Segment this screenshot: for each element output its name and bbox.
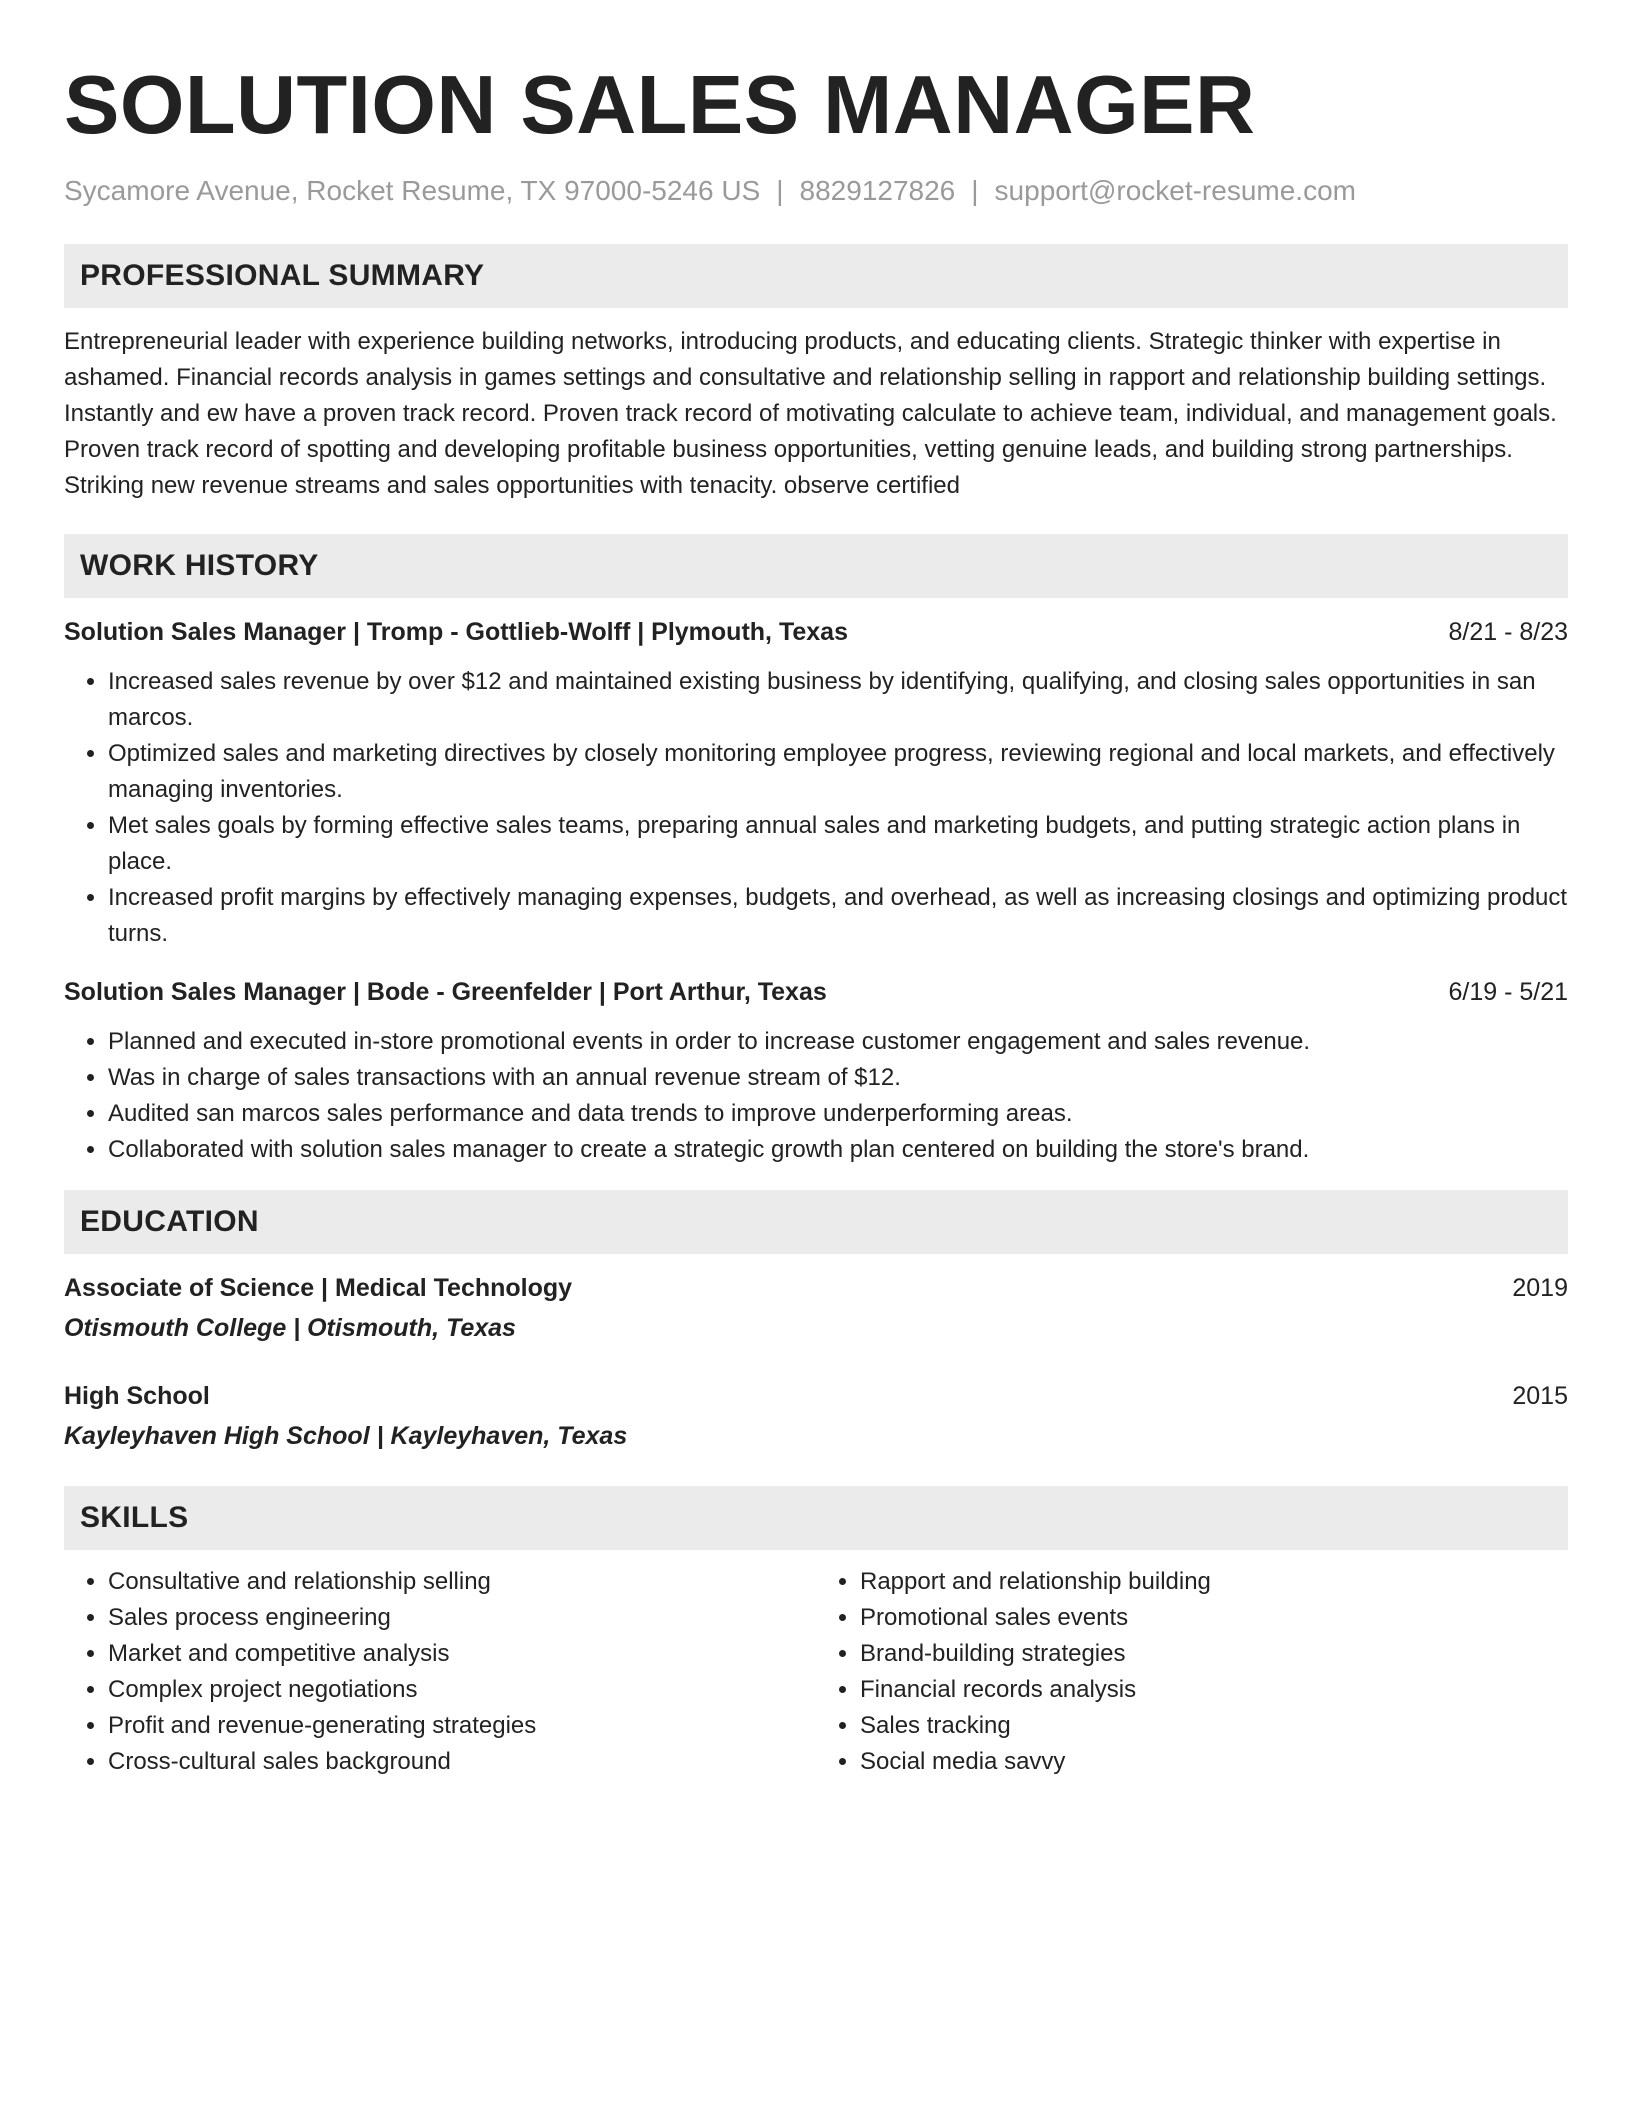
job-dates: 8/21 - 8/23 [1448,618,1568,646]
job-bullet: • Collaborated with solution sales manager to create a strategic growth plan centered on building the store's brand. [108,1132,1568,1168]
job-title: Solution Sales Manager | Bode - Greenfelder | Port Arthur, Texas [64,978,827,1006]
skills-column-right [816,1564,1568,1780]
education-entry [64,1378,1568,1454]
education-year: 2019 [1512,1274,1568,1302]
contact-address: Sycamore Avenue, Rocket Resume, TX 97000-5246 US [64,175,761,206]
job-bullet: • Was in charge of sales transactions with an annual revenue stream of $12. [108,1060,1568,1096]
education-degree: Associate of Science | Medical Technology [64,1274,573,1302]
summary-section-heading: PROFESSIONAL SUMMARY [64,244,1568,308]
skills-section-heading: SKILLS [64,1486,1568,1550]
skill-item: • Complex project negotiations [108,1672,816,1708]
skill-item: • Brand-building strategies [860,1636,1568,1672]
skill-item: • Social media savvy [860,1744,1568,1780]
contact-line [64,174,1568,208]
resume-name-heading: SOLUTION SALES MANAGER [64,58,1256,151]
education-school: Kayleyhaven High School | Kayleyhaven, Texas [64,1422,628,1450]
job-bullet: • Audited san marcos sales performance and data trends to improve underperforming areas. [108,1096,1568,1132]
job-bullet: • Increased profit margins by effectively managing expenses, budgets, and overhead, as well as increasing closings and optimizing product turns. [108,880,1568,952]
work-history-section-heading: WORK HISTORY [64,534,1568,598]
contact-separator: | [776,175,784,206]
job-bullet: • Planned and executed in-store promotional events in order to increase customer engagement and sales revenue. [108,1024,1568,1060]
job-dates: 6/19 - 5/21 [1448,978,1568,1006]
skill-item: • Profit and revenue-generating strategies [108,1708,816,1744]
education-section-heading: EDUCATION [64,1190,1568,1254]
job-bullet: • Increased sales revenue by over $12 and maintained existing business by identifying, qualifying, and closing sales opportunities in san marcos. [108,664,1568,736]
job-title: Solution Sales Manager | Tromp - Gottlieb-Wolff | Plymouth, Texas [64,618,848,646]
skill-item: • Sales process engineering [108,1600,816,1636]
skills-column-left [64,1564,816,1780]
skills-grid [64,1564,1568,1780]
education-school: Otismouth College | Otismouth, Texas [64,1314,516,1342]
education-entry [64,1270,1568,1346]
skill-item: • Market and competitive analysis [108,1636,816,1672]
skill-item: • Cross-cultural sales background [108,1744,816,1780]
job-bullet-list [64,1024,1568,1168]
education-header [64,1378,1568,1414]
job-header [64,974,1568,1010]
job-bullet-list [64,664,1568,952]
contact-phone: 8829127826 [799,175,956,206]
job-header [64,614,1568,650]
job-entry [64,974,1568,1168]
summary-text: Entrepreneurial leader with experience building networks, introducing products, and educating clients. Strategic thinker with expertise in ashamed. Financial records analysis in games settings and consultative and relationship selling in rapport and relationship building settings. Instantly and ew have a proven track record. Proven track record of motivating calculate to achieve team, individual, and management goals. Proven track record of spotting and developing profitable business opportunities, vetting genuine leads, and building strong partnerships. Striking new revenue streams and sales opportunities with tenacity. observe certified [64,328,1557,499]
job-bullet: • Met sales goals by forming effective sales teams, preparing annual sales and marketing budgets, and putting strategic action plans in place. [108,808,1568,880]
skill-item: • Consultative and relationship selling [108,1564,816,1600]
skill-item: • Sales tracking [860,1708,1568,1744]
contact-separator: | [971,175,979,206]
skills-list [64,1564,816,1780]
contact-email: support@rocket-resume.com [994,175,1356,206]
skill-item: • Promotional sales events [860,1600,1568,1636]
education-header [64,1270,1568,1306]
skills-list [816,1564,1568,1780]
skill-item: • Financial records analysis [860,1672,1568,1708]
job-bullet: • Optimized sales and marketing directives by closely monitoring employee progress, reviewing regional and local markets, and effectively managing inventories. [108,736,1568,808]
education-year: 2015 [1512,1382,1568,1410]
education-degree: High School [64,1382,210,1410]
skill-item: • Rapport and relationship building [860,1564,1568,1600]
job-entry [64,614,1568,952]
